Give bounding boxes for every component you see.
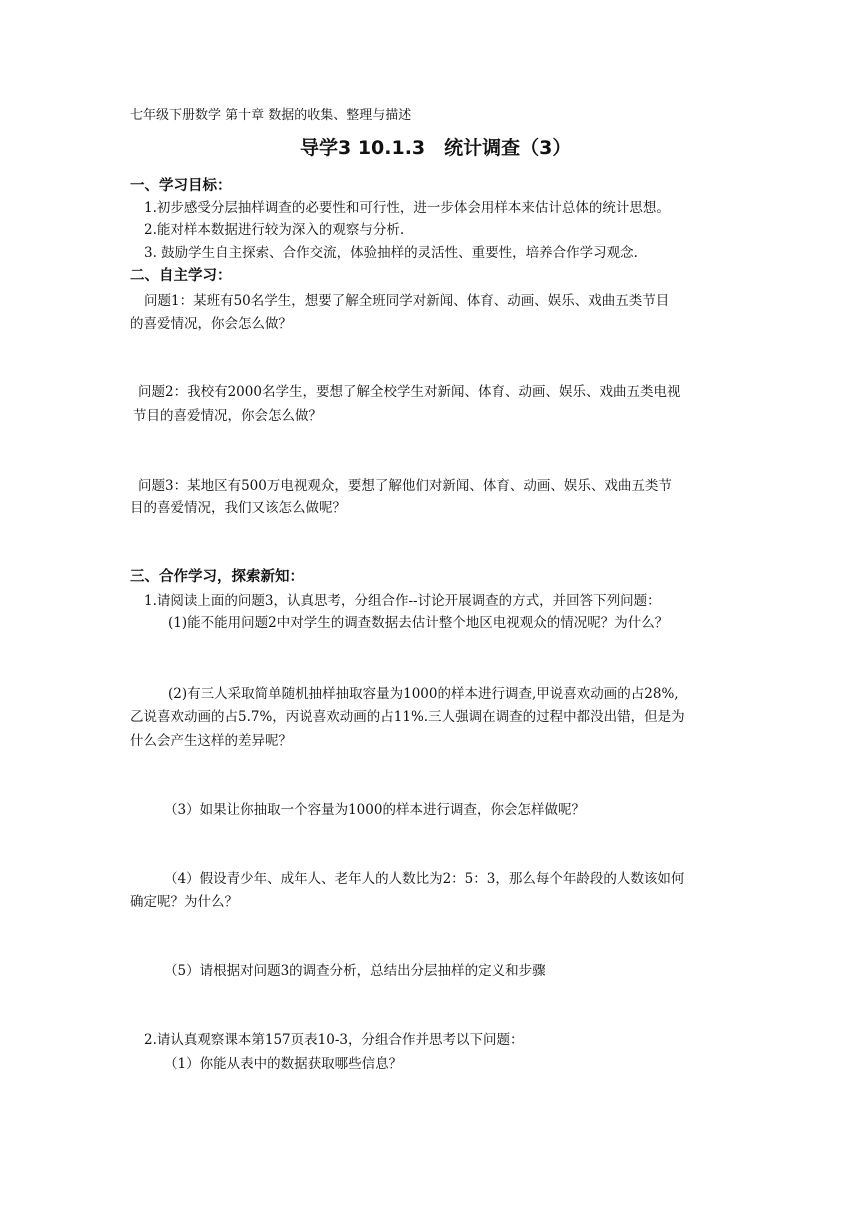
goal-item-2: 2.能对样本数据进行较为深入的观察与分析. (144, 222, 405, 238)
sub-question-4-line-2: 确定呢？为什么？ (130, 894, 238, 910)
section-heading-cooperative: 三、合作学习，探索新知： (130, 569, 304, 585)
sub-question-1: (1)能不能用问题2中对学生的调查数据去估计整个地区电视观众的情况呢？为什么？ (168, 615, 669, 631)
goal-item-1: 1.初步感受分层抽样调查的必要性和可行性，进一步体会用样本来估计总体的统计思想。 (144, 200, 670, 216)
question-3-line-1: 问题3：某地区有500万电视观众，要想了解他们对新闻、体育、动画、娱乐、戏曲五类节 (138, 478, 672, 494)
sub-question-2-line-2: 乙说喜欢动画的占5.7%，丙说喜欢动画的占11%.三人强调在调查的过程中都没出错，但是为 (130, 709, 685, 725)
question-2-line-1: 问题2：我校有2000名学生，要想了解全校学生对新闻、体育、动画、娱乐、戏曲五类电视 (138, 384, 681, 400)
sub-question-2-line-1: (2)有三人采取简单随机抽样抽取容量为1000的样本进行调查,甲说喜欢动画的占28%, (168, 686, 679, 702)
question-2-line-2: 节目的喜爱情况，你会怎么做？ (133, 408, 322, 424)
section-heading-self-study: 二、自主学习： (130, 268, 232, 284)
sub-question-6: （1）你能从表中的数据获取哪些信息？ (164, 1056, 403, 1072)
task-2: 2.请认真观察课本第157页表10-3，分组合作并思考以下问题： (144, 1032, 524, 1048)
question-1-line-2: 的喜爱情况，你会怎么做？ (130, 316, 292, 332)
page-title: 导学3 10.1.3 统计调查（3） (300, 137, 572, 159)
goal-item-3: 3. 鼓励学生自主探索、合作交流，体验抽样的灵活性、重要性，培养合作学习观念. (144, 245, 638, 261)
page-header: 七年级下册数学 第十章 数据的收集、整理与描述 (130, 108, 412, 123)
sub-question-4-line-1: （4）假设青少年、成年人、老年人的人数比为2：5：3，那么每个年龄段的人数该如何 (164, 871, 685, 887)
section-heading-goals: 一、学习目标： (130, 178, 232, 194)
task-1: 1.请阅读上面的问题3，认真思考，分组合作--讨论开展调查的方式，并回答下列问题： (144, 593, 661, 609)
sub-question-5: （5）请根据对问题3的调查分析，总结出分层抽样的定义和步骤 (164, 963, 546, 979)
sub-question-3: （3）如果让你抽取一个容量为1000的样本进行调查，你会怎样做呢？ (164, 802, 585, 818)
sub-question-2-line-3: 什么会产生这样的差异呢？ (130, 733, 292, 749)
question-3-line-2: 目的喜爱情况，我们又该怎么做呢？ (130, 500, 346, 516)
question-1-line-1: 问题1：某班有50名学生，想要了解全班同学对新闻、体育、动画、娱乐、戏曲五类节目 (144, 293, 670, 309)
